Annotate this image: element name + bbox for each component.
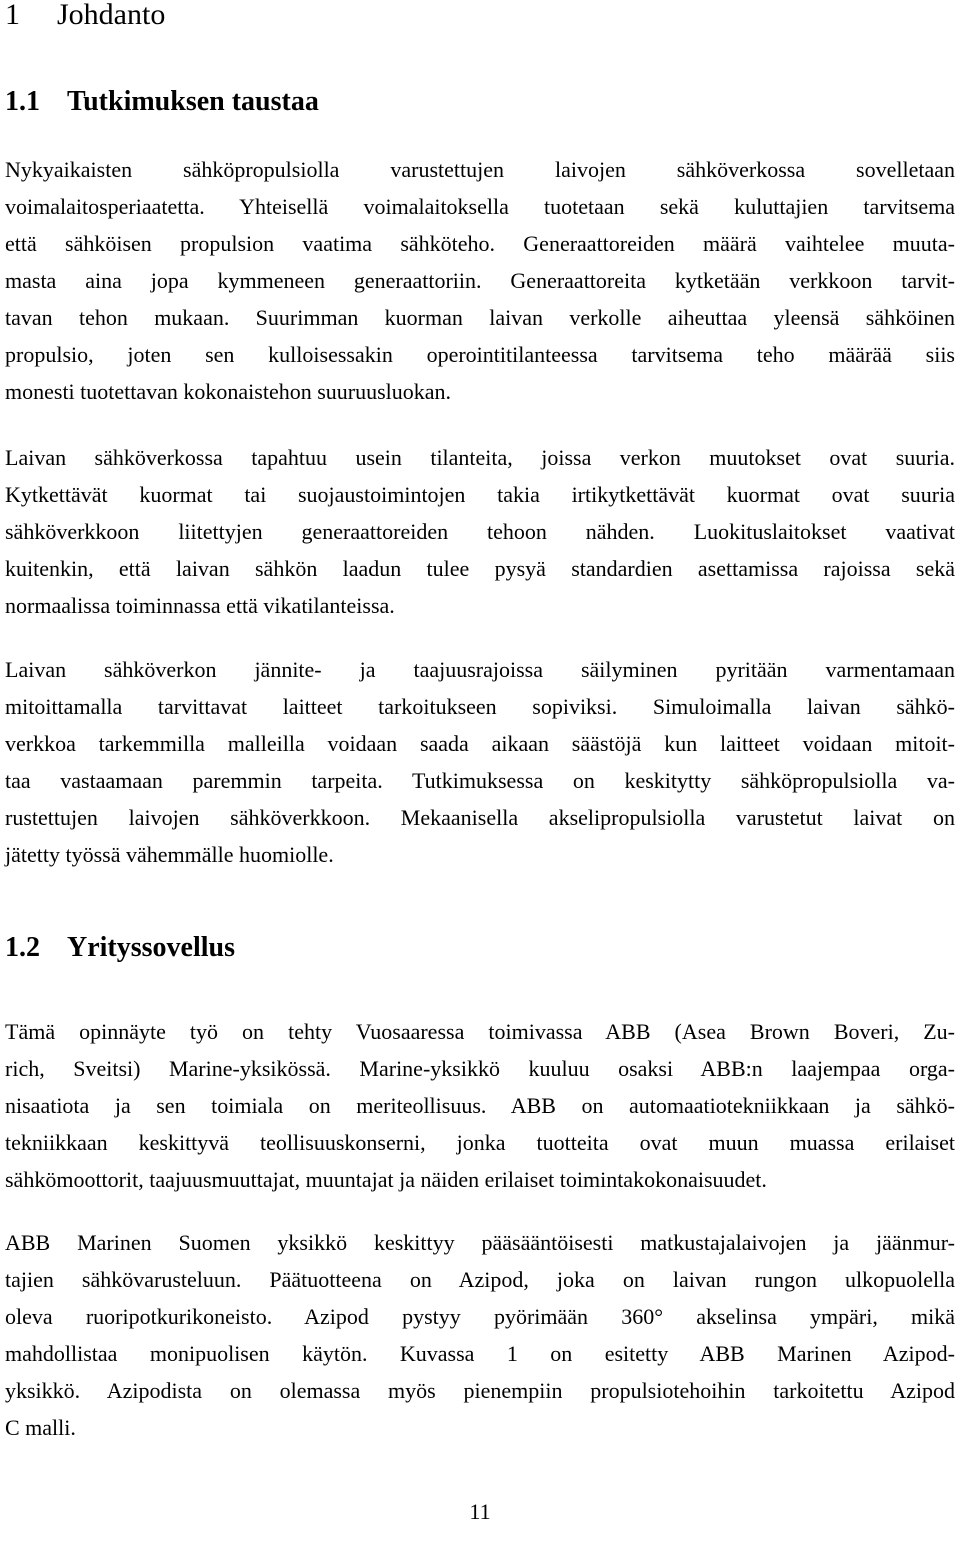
paragraph bbox=[5, 651, 955, 873]
text-line: jätetty työssä vähemmälle huomiolle. bbox=[5, 842, 334, 867]
chapter-title: Johdanto bbox=[57, 0, 166, 31]
text-line: tekniikkaan keskittyvä teollisuuskonserni, jonka tuotteita ovat muun muassa erilaiset bbox=[5, 1130, 955, 1155]
text-line: mitoittamalla tarvittavat laitteet tarkoitukseen sopiviksi. Simuloimalla laivan sähkö- bbox=[5, 694, 955, 719]
text-line: Nykyaikaisten sähköpropulsiolla varustettujen laivojen sähköverkossa sovelletaan bbox=[5, 157, 955, 182]
text-line: C malli. bbox=[5, 1415, 76, 1440]
text-line: että sähköisen propulsion vaatima sähköteho. Generaattoreiden määrä vaihtelee muuta- bbox=[5, 231, 955, 256]
paragraph bbox=[5, 1224, 955, 1446]
paragraph bbox=[5, 1013, 955, 1198]
chapter-number: 1 bbox=[5, 0, 20, 31]
text-line: sähköverkkoon liitettyjen generaattoreiden tehoon nähden. Luokituslaitokset vaativat bbox=[5, 519, 955, 544]
text-line: Kytkettävät kuormat tai suojaustoimintojen takia irtikytkettävät kuormat ovat suuria bbox=[5, 482, 955, 507]
text-line: tavan tehon mukaan. Suurimman kuorman laivan verkolle aiheuttaa yleensä sähköinen bbox=[5, 305, 955, 330]
text-line: monesti tuotettavan kokonaistehon suuruusluokan. bbox=[5, 379, 452, 404]
text-line: sähkömoottorit, taajuusmuuttajat, muuntajat ja näiden erilaiset toimintakokonaisuudet. bbox=[5, 1167, 767, 1192]
section-heading-1-1 bbox=[5, 82, 319, 122]
text-line: oleva ruoripotkurikoneisto. Azipod pystyy pyörimään 360° akselinsa ympäri, mikä bbox=[5, 1304, 955, 1329]
text-line: masta aina jopa kymmeneen generaattoriin. Generaattoreita kytketään verkkoon tarvit- bbox=[5, 268, 955, 293]
section-number: 1.2 bbox=[5, 932, 40, 963]
text-line: kuitenkin, että laivan sähkön laadun tulee pysyä standardien asettamissa rajoissa sekä bbox=[5, 556, 955, 581]
text-line: yksikkö. Azipodista on olemassa myös pienempiin propulsiotehoihin tarkoitettu Azipod bbox=[5, 1378, 955, 1403]
chapter-heading bbox=[5, 0, 165, 38]
text-line: ABB Marinen Suomen yksikkö keskittyy pääsääntöisesti matkustajalaivojen ja jäänmur- bbox=[5, 1230, 955, 1255]
text-line: normaalissa toiminnassa että vikatilanteissa. bbox=[5, 593, 395, 618]
paragraph bbox=[5, 151, 955, 410]
paragraph bbox=[5, 439, 955, 624]
page-number: 11 bbox=[469, 1499, 491, 1524]
text-line: Tämä opinnäyte työ on tehty Vuosaaressa toimivassa ABB (Asea Brown Boveri, Zu- bbox=[5, 1019, 955, 1044]
text-line: Laivan sähköverkossa tapahtuu usein tilanteita, joissa verkon muutokset ovat suuria. bbox=[5, 445, 955, 470]
text-line: verkkoa tarkemmilla malleilla voidaan saada aikaan säästöjä kun laitteet voidaan mitoit- bbox=[5, 731, 955, 756]
section-title: Tutkimuksen taustaa bbox=[67, 86, 319, 117]
text-line: rustettujen laivojen sähköverkkoon. Mekaanisella akselipropulsiolla varustetut laivat on bbox=[5, 805, 955, 830]
text-line: mahdollistaa monipuolisen käytön. Kuvassa 1 on esitetty ABB Marinen Azipod- bbox=[5, 1341, 955, 1366]
text-line: voimalaitosperiaatetta. Yhteisellä voimalaitoksella tuotetaan sekä kuluttajien tarvitsema bbox=[5, 194, 955, 219]
text-line: propulsio, joten sen kulloisessakin operointitilanteessa tarvitsema teho määrää siis bbox=[5, 342, 955, 367]
text-line: rich, Sveitsi) Marine-yksikössä. Marine-yksikkö kuuluu osaksi ABB:n laajempaa orga- bbox=[5, 1056, 955, 1081]
text-line: taa vastaamaan paremmin tarpeita. Tutkimuksessa on keskitytty sähköpropulsiolla va- bbox=[5, 768, 955, 793]
section-title: Yrityssovellus bbox=[67, 932, 235, 963]
text-line: nisaatiota ja sen toimiala on meriteollisuus. ABB on automaatiotekniikkaan ja sähkö- bbox=[5, 1093, 955, 1118]
section-number: 1.1 bbox=[5, 86, 40, 117]
section-heading-1-2 bbox=[5, 928, 235, 968]
text-line: tajien sähkövarusteluun. Päätuotteena on Azipod, joka on laivan rungon ulkopuolella bbox=[5, 1267, 955, 1292]
text-line: Laivan sähköverkon jännite- ja taajuusrajoissa säilyminen pyritään varmentamaan bbox=[5, 657, 955, 682]
